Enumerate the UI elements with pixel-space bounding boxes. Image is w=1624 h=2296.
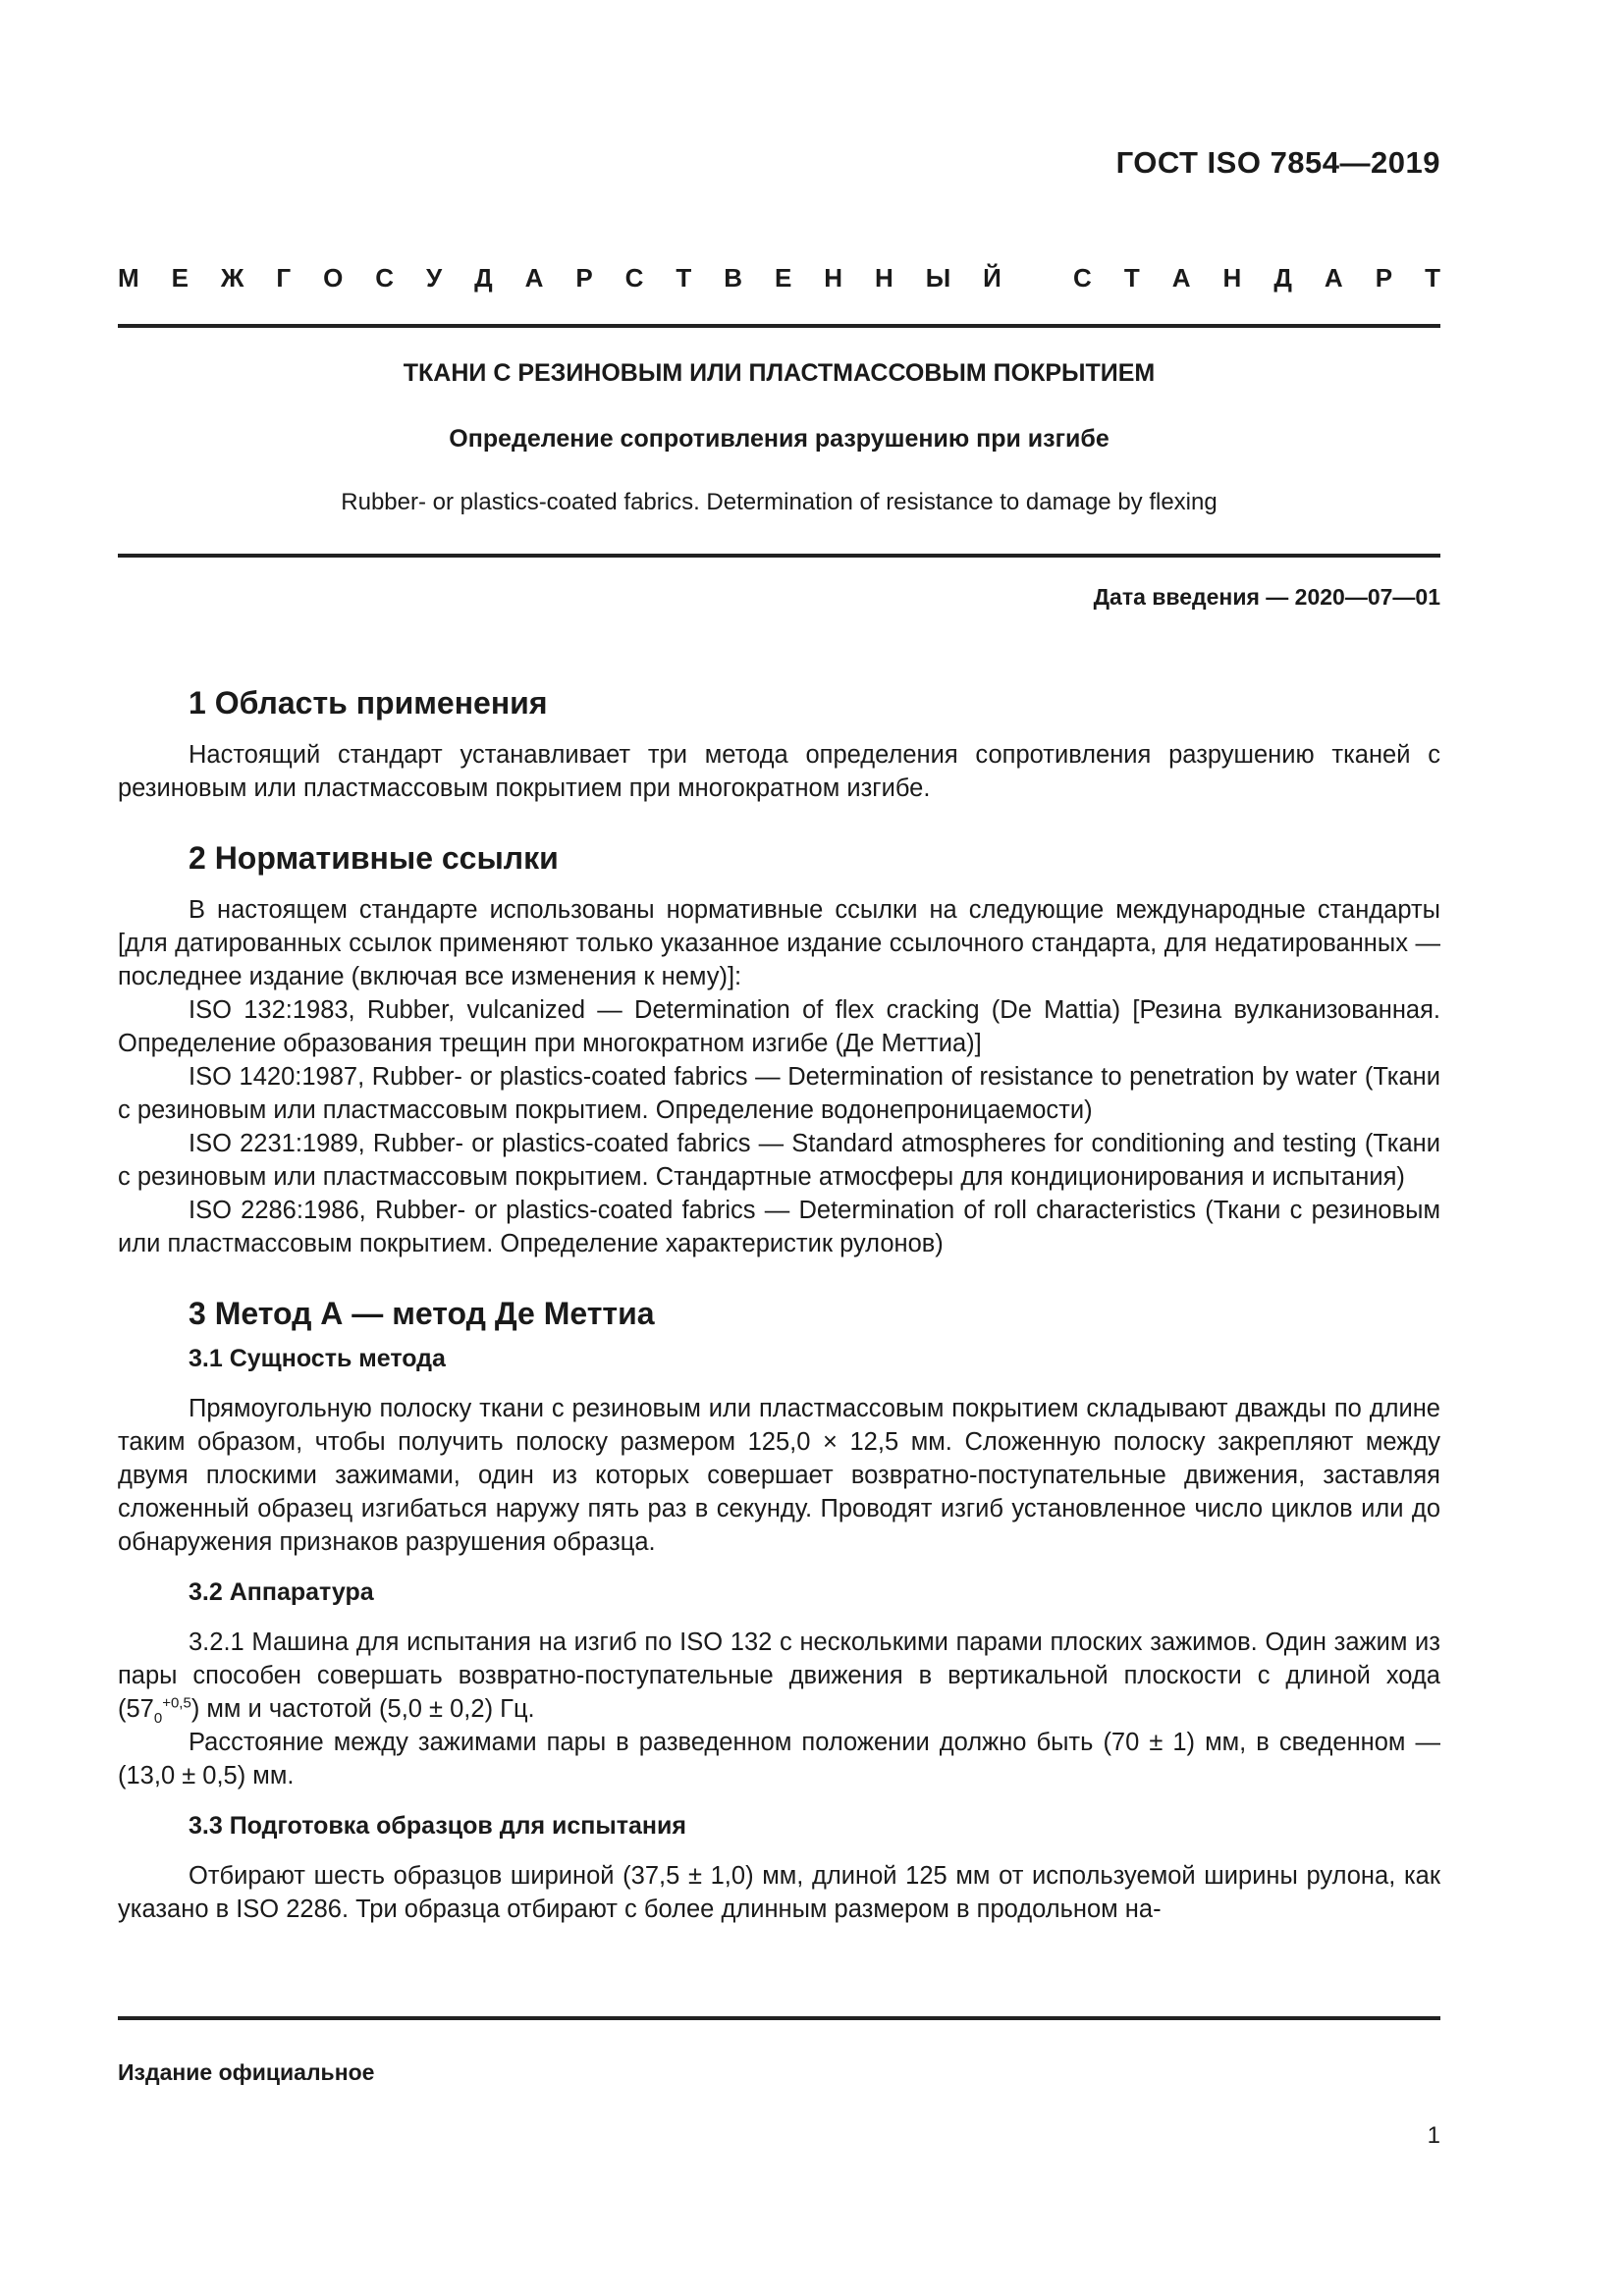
document-title: ТКАНИ С РЕЗИНОВЫМ ИЛИ ПЛАСТМАССОВЫМ ПОКРЫТИЕМ (403, 359, 1156, 387)
clause-text: ) мм и частотой (5,0 ± 0,2) Гц. (190, 1695, 535, 1723)
tolerance-lower: 0 (153, 1710, 163, 1728)
banner-letter: Ы (925, 263, 951, 293)
paragraph: Расстояние между зажимами пары в разведенном положении должно быть (70 ± 1) мм, в сведенном — (13,0 ± 0,5) мм. (118, 1729, 1440, 1789)
subsection-heading: 3.3 Подготовка образцов для испытания (189, 1812, 686, 1840)
introduction-date: Дата введения — 2020—07—01 (1093, 584, 1440, 610)
banner-letter: Е (774, 263, 792, 293)
section-heading: 2 Нормативные ссылки (189, 840, 559, 876)
banner-letter: Т (1123, 263, 1140, 293)
tolerance-upper: +0,5 (162, 1694, 191, 1712)
reference-item: ISO 132:1983, Rubber, vulcanized — Determination of flex cracking (De Mattia) [Резина вулканизованная. Определение образования трещин при многократном изгибе (Де Меттиа)] (118, 996, 1440, 1057)
banner-letter: У (426, 263, 443, 293)
standard-banner (118, 263, 1440, 294)
banner-letter: Н (875, 263, 893, 293)
edition-label: Издание официальное (118, 2059, 375, 2085)
page-number: 1 (1427, 2122, 1440, 2149)
banner-letter: В (724, 263, 743, 293)
banner-letter: А (1171, 263, 1191, 293)
clause-text: 3.2.1 Машина для испытания на изгиб по ISO 132 с несколькими парами плоских зажимов. Один зажим из пары способен совершать возвратно-поступательные движения в вертикальной плоскости с длиной хода (57 (118, 1629, 1440, 1723)
banner-word-interstate (118, 263, 1001, 294)
banner-letter: Е (171, 263, 189, 293)
banner-letter: Т (1425, 263, 1440, 293)
banner-letter: С (375, 263, 395, 293)
document-title-english: Rubber- or plastics-coated fabrics. Determination of resistance to damage by flexing (341, 489, 1218, 515)
banner-word-standard (1073, 263, 1440, 294)
banner-letter: О (323, 263, 344, 293)
subsection-heading: 3.2 Аппаратура (189, 1578, 374, 1606)
paragraph: В настоящем стандарте использованы нормативные ссылки на следующие международные стандарты [для датированных ссылок применяют только указанное издание ссылочного стандарта, для недатированных — последнее издание (включая все изменения к нему)]: (118, 896, 1440, 990)
document-subtitle: Определение сопротивления разрушению при изгибе (449, 425, 1110, 453)
banner-letter: А (524, 263, 544, 293)
banner-letter: С (624, 263, 644, 293)
banner-letter: Ж (220, 263, 244, 293)
paragraph: Прямоугольную полоску ткани с резиновым или пластмассовым покрытием складывают дважды по длине таким образом, чтобы получить полоску размером 125,0 × 12,5 мм. Сложенную полоску закрепляют между двумя плоскими зажимами, один из которых совершает возвратно-поступательные движения, заставляя сложенный образец изгибаться наружу пять раз в секунду. Проводят изгиб установленное число циклов или до обнаружения признаков разрушения образца. (118, 1395, 1440, 1556)
banner-letter: Т (676, 263, 692, 293)
standard-code: ГОСТ ISO 7854—2019 (1115, 145, 1440, 180)
reference-item: ISO 2286:1986, Rubber- or plastics-coated fabrics — Determination of roll characteristics (Ткани с резиновым или пластмассовым покрытием. Определение характеристик рулонов) (118, 1197, 1440, 1257)
paragraph: Отбирают шесть образцов шириной (37,5 ± 1,0) мм, длиной 125 мм от используемой ширины рулона, как указано в ISO 2286. Три образца отбирают с более длинным размером в продольном на- (118, 1862, 1440, 1923)
paragraph (118, 1626, 1440, 1726)
reference-item: ISO 1420:1987, Rubber- or plastics-coated fabrics — Determination of resistance to penetration by water (Ткани с резиновым или пластмассовым покрытием. Определение водонепроницаемости) (118, 1063, 1440, 1124)
subsection-heading: 3.1 Сущность метода (189, 1345, 446, 1372)
reference-item: ISO 2231:1989, Rubber- or plastics-coated fabrics — Standard atmospheres for conditioning and testing (Ткани с резиновым или пластмассовым покрытием. Стандартные атмосферы для кондиционирования и испытания) (118, 1130, 1440, 1191)
section-heading: 3 Метод А — метод Де Меттиа (189, 1296, 655, 1331)
paragraph: Настоящий стандарт устанавливает три метода определения сопротивления разрушению тканей с резиновым или пластмассовым покрытием при многократном изгибе. (118, 741, 1440, 802)
section-heading: 1 Область применения (189, 685, 548, 721)
header-rule (118, 324, 1440, 328)
banner-letter: Р (575, 263, 593, 293)
banner-letter: Р (1375, 263, 1393, 293)
banner-letter: Д (474, 263, 493, 293)
banner-letter: Н (1222, 263, 1242, 293)
banner-letter: М (118, 263, 139, 293)
document-body (118, 679, 1440, 1926)
footer-rule (118, 2016, 1440, 2020)
banner-letter: Г (276, 263, 292, 293)
banner-letter: Й (983, 263, 1001, 293)
banner-letter: Н (824, 263, 843, 293)
title-rule (118, 554, 1440, 558)
banner-letter: Д (1273, 263, 1292, 293)
banner-letter: А (1324, 263, 1343, 293)
banner-letter: С (1073, 263, 1092, 293)
